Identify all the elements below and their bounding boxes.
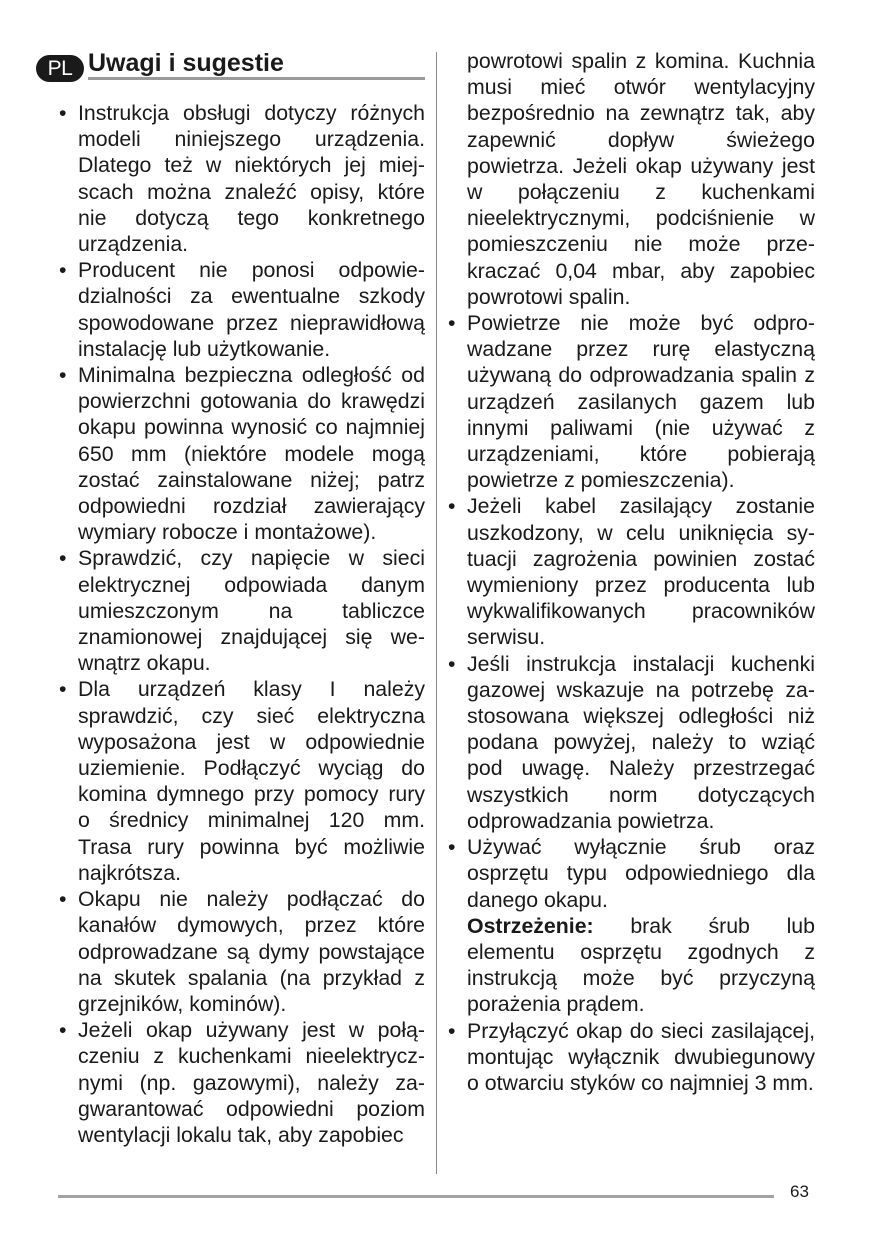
bullet-list <box>58 100 425 1148</box>
list-item: • Okapu nie należy podłączać do kanałów dymowych, przez które odprowadzane są dymy powstające na skutek spalania (na przykład z grzejników, kominów). <box>58 886 425 1017</box>
warning-label: Ostrzeżenie: <box>467 913 594 938</box>
list-item: • Minimalna bezpieczna odległość od powierzchni gotowania do krawędzi okapu powinna wynosić co najmniej 650 mm (niektóre modele mogą zostać zainstalowane niżej; patrz odpowiedni rozdział zawierający wymiary robocze i montażowe). <box>58 362 425 545</box>
section-header <box>36 48 425 82</box>
list-item: • Jeśli instrukcja instalacji kuchenki gazowej wskazuje na potrzebę zastosowana większej odległości niż podana powyżej, należy to wziąć pod uwagę. Należy przestrzegać wszystkich norm dotyczących odprowadzania powietrza. <box>447 651 815 834</box>
footer-rule <box>58 1195 774 1198</box>
screws-text: Używać wyłącznie śrub oraz osprzętu typu odpowiedniego dla danego okapu. <box>467 835 815 912</box>
warning-text: brak śrub lub elementu osprzętu zgodnych z instrukcją może być przyczyną porażenia prądem. <box>467 913 815 1017</box>
title-underline <box>88 77 425 80</box>
right-column <box>447 48 815 1096</box>
list-item: • Sprawdzić, czy napięcie w sieci elektrycznej odpowiada danym umieszczonym na tabliczce znamionowej znajdującej się wewnątrz okapu. <box>58 545 425 676</box>
list-item: • Dla urządzeń klasy I należy sprawdzić, czy sieć elektryczna wyposażona jest w odpowiednie uziemienie. Podłączyć wyciąg do komina dymnego przy pomocy rury o średnicy minimalnej 120 mm. Trasa rury powinna być możliwie najkrótsza. <box>58 676 425 886</box>
left-column <box>58 100 425 1148</box>
list-item-screws <box>447 834 815 1017</box>
column-divider <box>436 52 437 1174</box>
bullet-list <box>447 310 815 1096</box>
list-item: • Producent nie ponosi odpowiedzialności za ewentualne szkody spowodowane przez nieprawidłową instalację lub użytkowanie. <box>58 257 425 362</box>
page-number: 63 <box>790 1182 809 1201</box>
page-title: Uwagi i sugestie <box>88 49 284 77</box>
continued-paragraph: powrotowi spalin z komina. Kuchnia musi mieć otwór wentylacyjny bezpośrednio na zewnątrz tak, aby zapewnić dopływ świeżego powietrza. Jeżeli okap używany jest w połączeniu z kuchenkami nieelektrycznymi, podciśnienie w pomieszczeniu nie może przekraczać 0,04 mbar, aby zapobiec powrotowi spalin. <box>467 49 815 309</box>
list-item: • Jeżeli okap używany jest w połączeniu z kuchenkami nieelektrycznymi (np. gazowymi), należy zagwarantować odpowiedni poziom wentylacji lokalu tak, aby zapobiec <box>58 1017 425 1148</box>
language-badge: PL <box>36 55 84 82</box>
list-item: • Powietrze nie może być odprowadzane przez rurę elastyczną używaną do odprowadzania spalin z urządzeń zasilanych gazem lub innymi paliwami (nie używać z urządzeniami, które pobierają powietrze z pomieszczenia). <box>447 310 815 493</box>
list-item: • Jeżeli kabel zasilający zostanie uszkodzony, w celu uniknięcia sytuacji zagrożenia powinien zostać wymieniony przez producenta lub wykwalifikowanych pracowników serwisu. <box>447 493 815 650</box>
list-item: • Instrukcja obsługi dotyczy różnych modeli niniejszego urządzenia. Dlatego też w niektórych jej miejscach można znaleźć opisy, które nie dotyczą tego konkretnego urządzenia. <box>58 100 425 257</box>
list-item: • Przyłączyć okap do sieci zasilającej, montując wyłącznik dwubiegunowy o otwarciu styków co najmniej 3 mm. <box>447 1018 815 1097</box>
